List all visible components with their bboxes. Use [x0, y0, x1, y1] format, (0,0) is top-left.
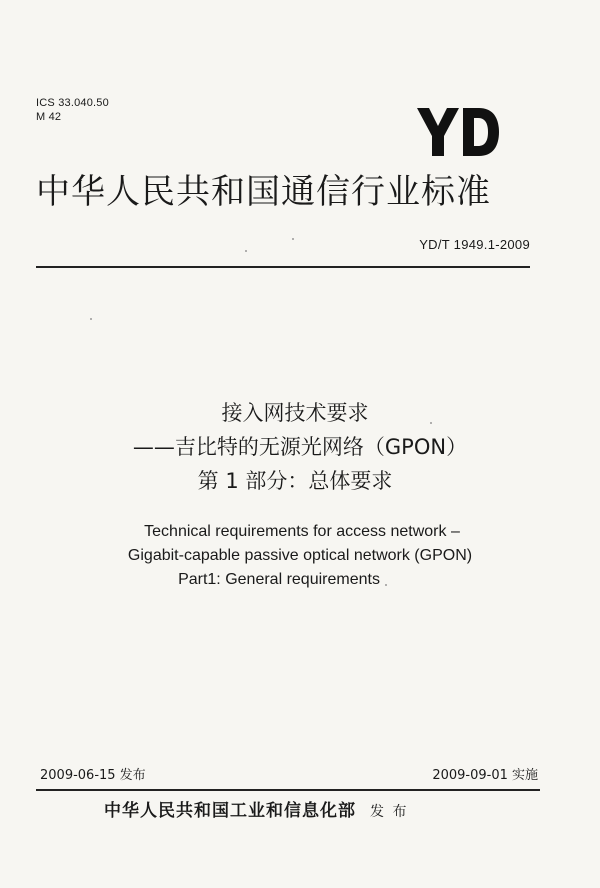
yd-logo-icon	[417, 108, 499, 160]
chinese-title-line-3: 第 1 部分：总体要求	[197, 469, 393, 493]
scan-speck	[292, 238, 294, 240]
english-title-line-2: Gigabit-capable passive optical network (GPON)	[127, 547, 473, 564]
english-title-line-1: Technical requirements for access network –	[144, 523, 460, 540]
publisher-line	[104, 800, 408, 823]
publisher-suffix: 发 布	[370, 804, 409, 820]
implementation-date: 2009-09-01 实施	[432, 768, 538, 783]
header-divider	[36, 266, 530, 268]
standard-type-title: 中华人民共和国通信行业标准	[36, 172, 491, 212]
scan-speck	[245, 250, 247, 252]
ccs-code: M 42	[36, 111, 62, 123]
english-title-line-3: Part1: General requirements	[178, 571, 380, 588]
chinese-title-line-1: 接入网技术要求	[221, 401, 369, 425]
scan-speck	[385, 584, 387, 586]
classification-codes	[36, 96, 109, 124]
footer-divider	[36, 789, 540, 791]
scan-speck	[90, 318, 92, 320]
chinese-title	[0, 396, 600, 498]
chinese-title-line-2: ——吉比特的无源光网络（GPON）	[132, 435, 468, 459]
issue-date: 2009-06-15 发布	[40, 768, 146, 783]
english-title	[0, 520, 600, 592]
ics-code: ICS 33.040.50	[36, 97, 109, 109]
standard-number: YD/T 1949.1-2009	[419, 237, 530, 252]
publisher-name: 中华人民共和国工业和信息化部	[104, 801, 356, 821]
scan-speck	[430, 422, 432, 424]
